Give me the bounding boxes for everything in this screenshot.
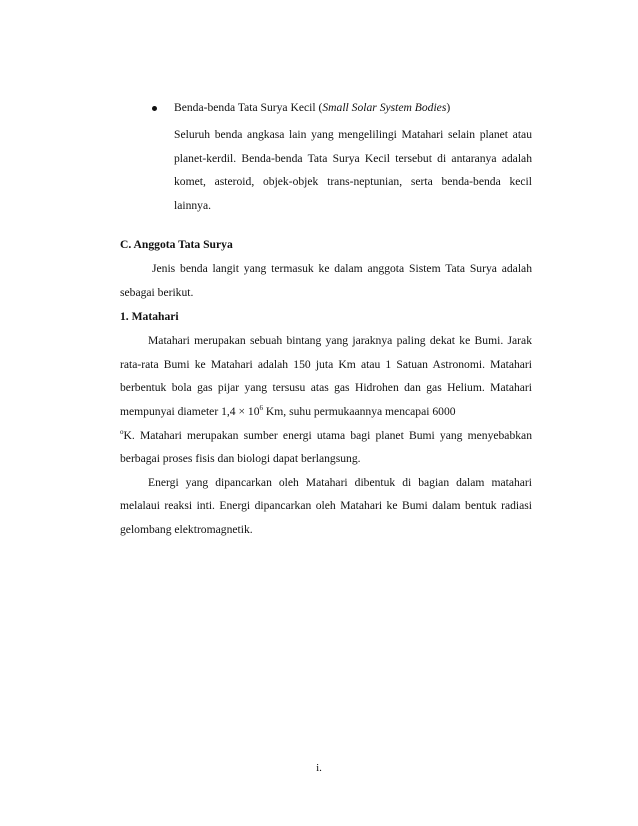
page-number: i. xyxy=(316,762,322,774)
matahari-text-b: Km, suhu permukaannya mencapai 6000 xyxy=(263,404,456,418)
bullet-title xyxy=(174,98,450,118)
matahari-paragraph-2: Energi yang dipancarkan oleh Matahari dibentuk di bagian dalam matahari melalaui reaksi inti. Energi dipancarkan oleh Matahari ke Bumi dalam bentuk radiasi gelombang elektromagnetik. xyxy=(120,475,532,536)
bullet-title-italic: Small Solar System Bodies xyxy=(322,101,447,114)
bullet-icon xyxy=(152,106,157,111)
matahari-text-a: Matahari merupakan sebuah bintang yang jaraknya paling dekat ke Bumi. Jarak rata-rata Bumi ke Matahari adalah 150 juta Km atau 1 Satuan Astronomi. Matahari berbentuk bola gas pijar yang tersusu atas gas Hidrohen dan gas Helium. Matahari mempunyai diameter 1,4 × 10 xyxy=(120,334,532,418)
degree-symbol: o xyxy=(120,427,124,436)
matahari-paragraph-1 xyxy=(120,329,532,471)
bullet-body: Seluruh benda angkasa lain yang mengelilingi Matahari selain planet atau planet-kerdil. Benda-benda Tata Surya Kecil tersebut di antaranya adalah komet, asteroid, objek-objek trans-neptunian, serta benda-benda kecil lainnya. xyxy=(174,128,532,212)
section-heading: C. Anggota Tata Surya xyxy=(120,238,233,251)
section-intro: Jenis benda langit yang termasuk ke dalam anggota Sistem Tata Surya adalah sebagai berikut. xyxy=(120,262,532,299)
bullet-title-prefix: Benda-benda Tata Surya Kecil ( xyxy=(174,101,323,114)
bullet-title-suffix: ) xyxy=(446,101,451,114)
section-anggota-tata-surya xyxy=(120,234,532,542)
matahari-text-c: K. Matahari merupakan sumber energi utama bagi planet Bumi yang menyebabkan berbagai proses fisis dan biologi dapat berlangsung. xyxy=(120,428,532,466)
subsection-heading-matahari: 1. Matahari xyxy=(120,310,179,324)
exponent: 6 xyxy=(259,404,264,413)
